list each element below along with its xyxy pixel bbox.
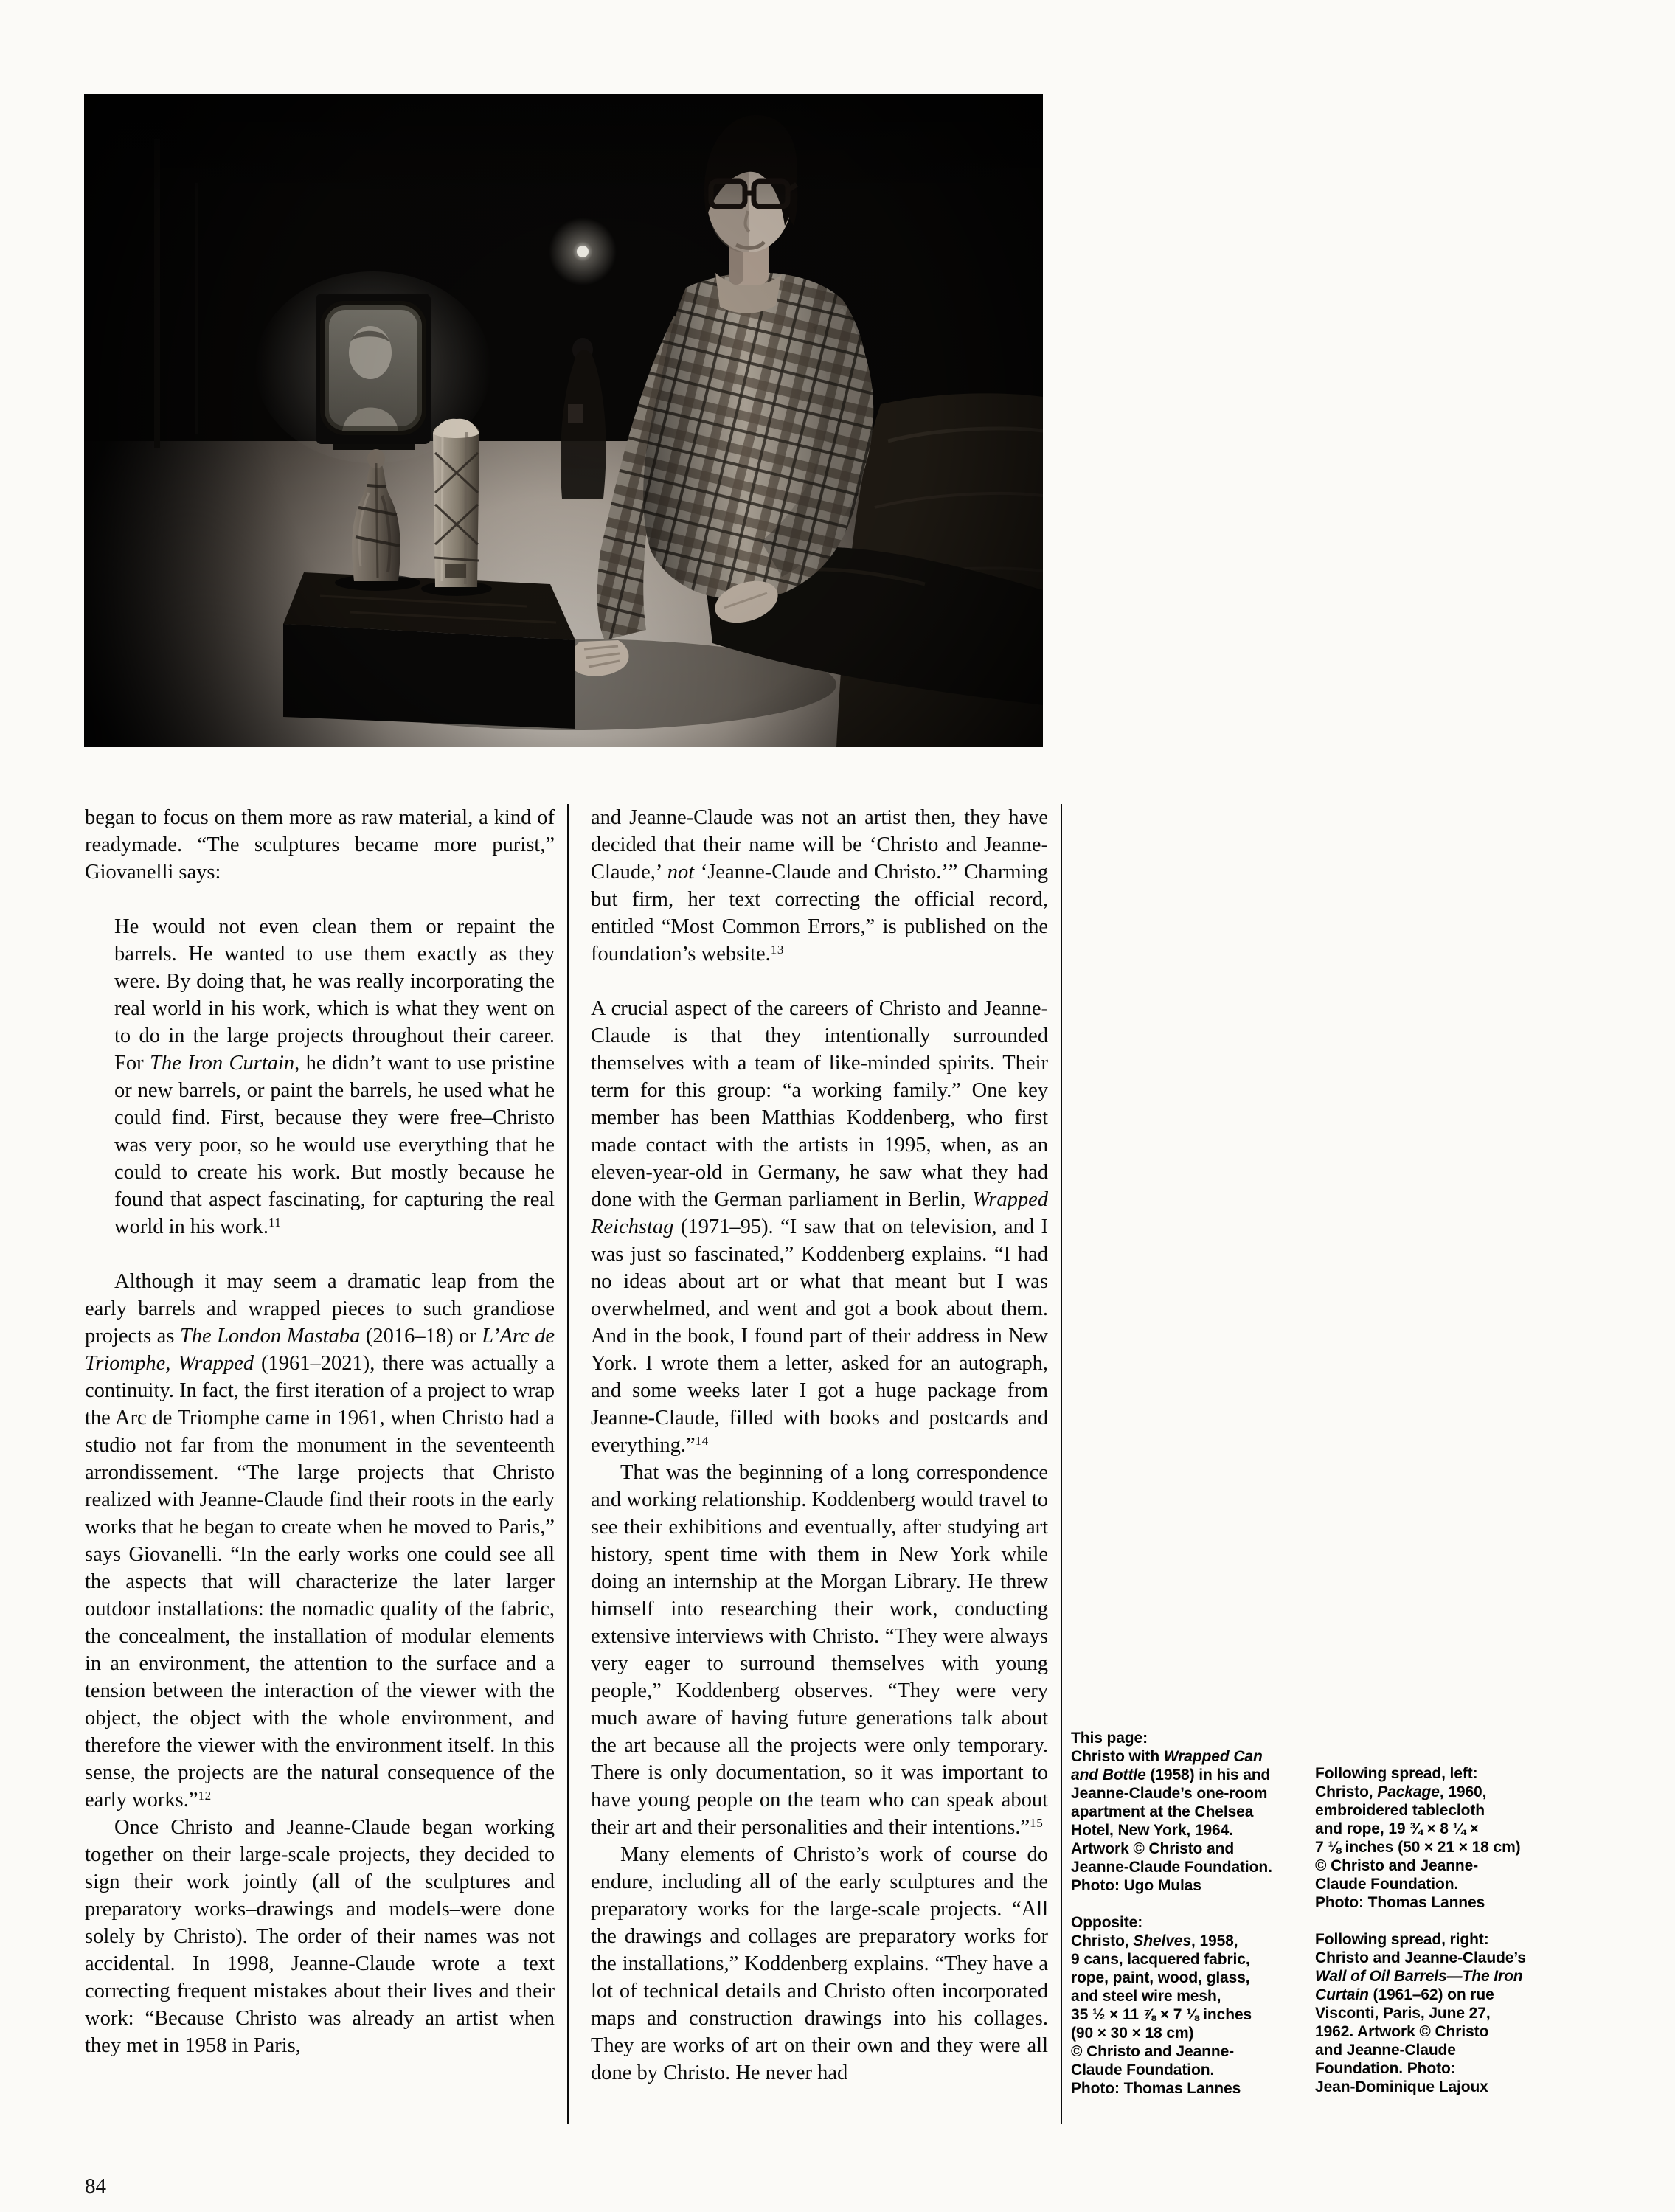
caption-line: and steel wire mesh, xyxy=(1071,1988,1221,2005)
caption-line: Christo with Wrapped Can xyxy=(1071,1748,1263,1765)
caption-line: (90 × 30 × 18 cm) xyxy=(1071,2025,1194,2042)
body-paragraph: began to focus on them more as raw material, a kind of readymade. “The sculptures became more purist,” Giovanelli says: xyxy=(85,806,555,884)
caption-line: © Christo and Jeanne- xyxy=(1315,1857,1479,1874)
caption-line: Curtain (1961–62) on rue xyxy=(1315,1986,1494,2003)
caption-line: and Bottle (1958) in his and xyxy=(1071,1767,1271,1783)
photo-vignette xyxy=(84,94,1043,747)
caption-line: Foundation. Photo: xyxy=(1315,2060,1456,2077)
caption-line: embroidered tablecloth xyxy=(1315,1802,1485,1819)
body-paragraph: Many elements of Christo’s work of course do endure, including all of the early sculptures and the preparatory works for the large-scale projects. “All the drawings and collages are preparatory works for the installations,” Koddenberg explains. “They have a lot of technical details and Christo often incorporated maps and construction drawings into his collages. They are works of art on their own and they were all done by Christo. He never had xyxy=(591,1843,1048,2084)
caption-line: Claude Foundation. xyxy=(1071,2062,1215,2078)
caption-line: Photo: Thomas Lannes xyxy=(1071,2080,1241,2097)
caption-line: 7 ⅛ inches (50 × 21 × 18 cm) xyxy=(1315,1839,1521,1856)
body-paragraph: A crucial aspect of the careers of Christo and Jeanne-Claude is that they intentionally surrounded themselves with a team of like-minded spirits. Their term for this group: “a working family.” One key member has been Matthias Koddenberg, who first made contact with the artists in 1995, when, as an eleven-year-old in Germany, he saw what they had done with the German parliament in Berlin, Wrapped Reichstag (1971–95). “I saw that on television, and I was just so fascinated,” Koddenberg explains. “I had no ideas about art or what that meant but I was overwhelmed, and went and got a book about them. And in the book, I found part of their address in New York. I wrote them a letter, asked for an autograph, and some weeks later I got a huge package from Jeanne-Claude, filled with books and postcards and everything.”$^{14}$ xyxy=(591,997,1048,1457)
body-paragraph: Once Christo and Jeanne-Claude began working together on their large-scale projects, they decided to sign their work jointly (all of the sculptures and preparatory works–drawings and models–were done solely by Christo). The order of their names was not accidental. In 1998, Jeanne-Claude wrote a text correcting frequent mistakes about their lives and their work: “Because Christo was already an artist when they met in 1958 in Paris, xyxy=(85,1816,555,2057)
caption-this-page xyxy=(1071,1729,1314,1895)
caption-line: Jeanne-Claude Foundation. xyxy=(1071,1859,1272,1876)
caption-line: Claude Foundation. xyxy=(1315,1876,1459,1893)
caption-opposite xyxy=(1071,1913,1314,2098)
caption-following-spread-right xyxy=(1315,1930,1570,2096)
caption-line: Photo: Thomas Lannes xyxy=(1315,1894,1485,1911)
caption-line: Jeanne-Claude’s one-room xyxy=(1071,1785,1268,1802)
article-photo xyxy=(84,94,1043,747)
photo-illustration xyxy=(84,94,1043,747)
caption-line: 35 ½ × 11 ⅞ × 7 ⅛ inches xyxy=(1071,2006,1252,2023)
caption-line: Following spread, left: xyxy=(1315,1765,1478,1782)
caption-line: apartment at the Chelsea xyxy=(1071,1803,1254,1820)
caption-line: Artwork © Christo and xyxy=(1071,1840,1235,1857)
caption-line: 9 cans, lacquered fabric, xyxy=(1071,1951,1250,1968)
body-paragraph: and Jeanne-Claude was not an artist then, they have decided that their name will be ‘Christo and Jeanne-Claude,’ not ‘Jeanne-Claude and Christo.’” Charming but firm, her text correcting the official record, entitled “Most Common Errors,” is published on the foundation’s website.$^{13}$ xyxy=(591,806,1048,965)
caption-line: Hotel, New York, 1964. xyxy=(1071,1822,1233,1839)
body-column-left xyxy=(85,804,555,2059)
caption-line: Christo, Shelves, 1958, xyxy=(1071,1932,1238,1949)
caption-column-1 xyxy=(1071,1729,1314,2098)
caption-line: Opposite: xyxy=(1071,1914,1143,1931)
caption-line: and rope, 19 ¾ × 8 ¼ × xyxy=(1315,1820,1479,1837)
caption-line: Photo: Ugo Mulas xyxy=(1071,1877,1201,1894)
caption-divider xyxy=(1061,804,1062,2124)
caption-line: Visconti, Paris, June 27, xyxy=(1315,2005,1491,2022)
body-column-right xyxy=(591,804,1048,2087)
caption-column-2 xyxy=(1315,1764,1570,2096)
caption-line: rope, paint, wood, glass, xyxy=(1071,1969,1250,1986)
page-number: 84 xyxy=(85,2174,106,2198)
caption-line: Christo, Package, 1960, xyxy=(1315,1783,1487,1800)
caption-line: Jean-Dominique Lajoux xyxy=(1315,2078,1488,2095)
caption-line: © Christo and Jeanne- xyxy=(1071,2043,1235,2060)
caption-line: Following spread, right: xyxy=(1315,1931,1489,1948)
caption-following-spread-left xyxy=(1315,1764,1570,1912)
blockquote: He would not even clean them or repaint the barrels. He wanted to use them exactly as they were. By doing that, he was really incorporating the real world in his work, which is what they went on to do in the large projects throughout their career. For The Iron Curtain, he didn’t want to use pristine or new barrels, or paint the barrels, he used what he could find. First, because they were free–Christo was very poor, so he would use everything that he could to create his work. But mostly because he found that aspect fascinating, for capturing the real world in his work.$^{11}$ xyxy=(114,915,555,1238)
body-paragraph: That was the beginning of a long correspondence and working relationship. Koddenberg would travel to see their exhibitions and eventually, after studying art history, spent time with them in New York while doing an internship at the Morgan Library. He threw himself into researching their work, conducting extensive interviews with Christo. “They were always very eager to surround themselves with young people,” Koddenberg observes. “They were very much aware of having future generations talk about the art because all the projects were only temporary. There is only documentation, so it was important to have young people on the team who can speak about their art and their personalities and their intentions.”$^{15}$ xyxy=(591,1461,1048,1839)
body-paragraph: Although it may seem a dramatic leap from the early barrels and wrapped pieces to such grandiose projects as The London Mastaba (2016–18) or L’Arc de Triomphe, Wrapped (1961–2021), there was actually a continuity. In fact, the first iteration of a project to wrap the Arc de Triomphe came in 1961, when Christo had a studio not far from the monument in the seventeenth arrondissement. “The large projects that Christo realized with Jeanne-Claude find their roots in the early works that he began to create when he moved to Paris,” says Giovanelli. “In the early works one could see all the aspects that will characterize the later larger outdoor installations: the nomadic quality of the fabric, the concealment, the installation of modular elements in an environment, the attention to the surface and a tension between the interaction of the viewer with the object, the object with the whole environment, and therefore the viewer with the environment itself. In this sense, the projects are the natural consequence of the early works.”$^{12}$ xyxy=(85,1270,555,1811)
caption-line: and Jeanne-Claude xyxy=(1315,2042,1456,2059)
caption-line: Wall of Oil Barrels—The Iron xyxy=(1315,1968,1523,1985)
column-divider xyxy=(567,804,569,2124)
caption-line: This page: xyxy=(1071,1730,1148,1747)
caption-line: 1962. Artwork © Christo xyxy=(1315,2023,1489,2040)
caption-line: Christo and Jeanne-Claude’s xyxy=(1315,1949,1526,1966)
